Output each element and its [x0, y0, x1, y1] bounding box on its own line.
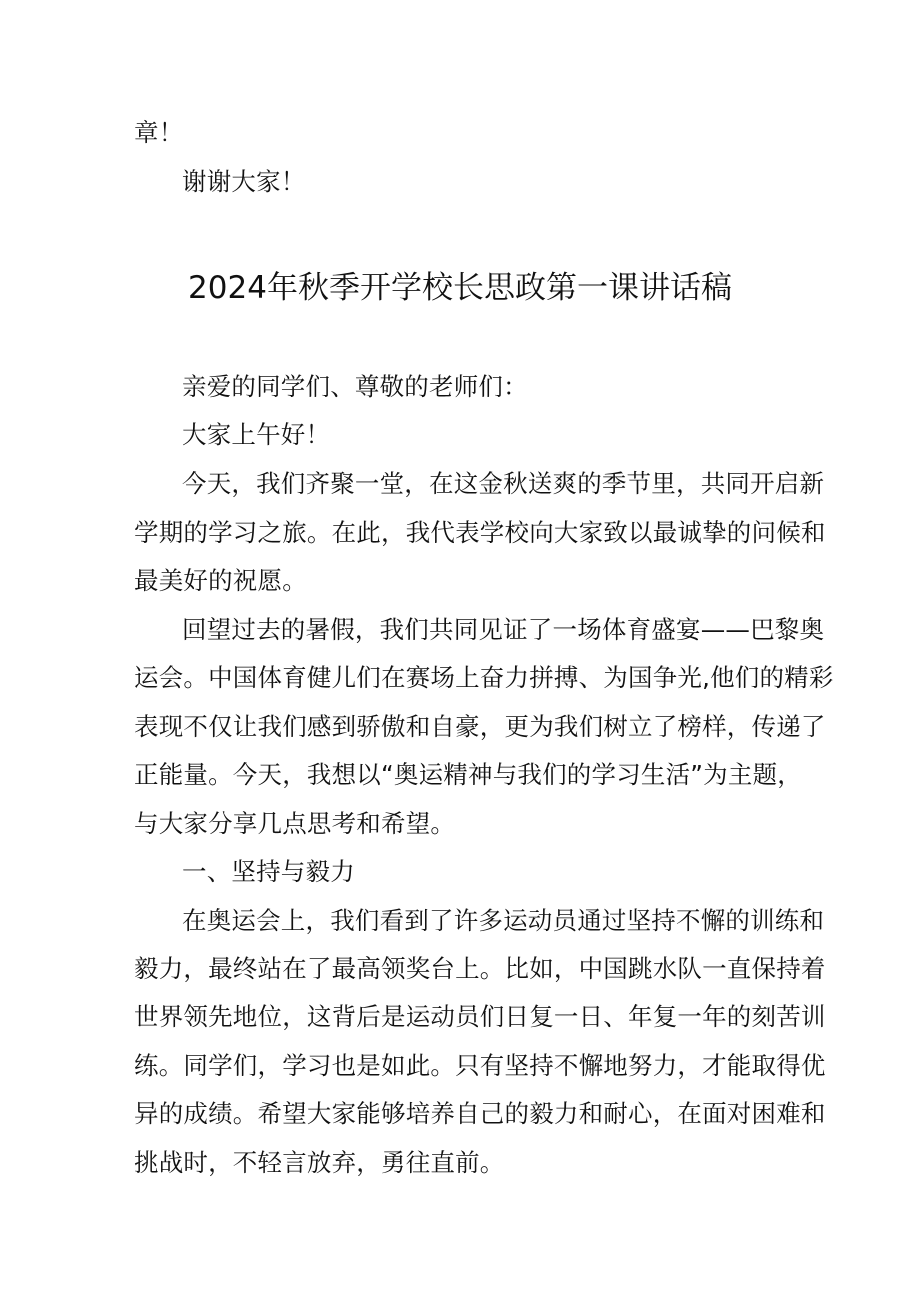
paragraph-line: 最美好的祝愿。	[134, 566, 307, 595]
page-title: 2024年秋季开学校长思政第一课讲话稿	[188, 270, 732, 306]
paragraph-line: 学期的学习之旅。在此，我代表学校向大家致以最诚挚的问候和	[134, 518, 826, 547]
paragraph-line: 挑战时，不轻言放弃，勇往直前。	[134, 1148, 505, 1177]
paragraph-line: 今天，我们齐聚一堂，在这金秋送爽的季节里，共同开启新	[182, 469, 825, 498]
greeting-line: 亲爱的同学们、尊敬的老师们：	[182, 372, 528, 401]
paragraph-line: 正能量。今天，我想以“奥运精神与我们的学习生活”为主题，	[134, 760, 802, 789]
paragraph-line: 异的成绩。希望大家能够培养自己的毅力和耐心，在面对困难和	[134, 1099, 826, 1128]
paragraph-line: 运会。中国体育健儿们在赛场上奋力拼搏、为国争光,他们的精彩	[134, 663, 834, 692]
paragraph-line: 在奥运会上，我们看到了许多运动员通过坚持不懈的训练和	[182, 906, 825, 935]
paragraph-line: 世界领先地位，这背后是运动员们日复一日、年复一年的刻苦训	[134, 1002, 826, 1031]
section-heading: 一、坚持与毅力	[182, 857, 355, 886]
paragraph-line: 练。同学们，学习也是如此。只有坚持不懈地努力，才能取得优	[134, 1051, 826, 1080]
text-line-thanks: 谢谢大家！	[182, 167, 306, 196]
paragraph-line: 与大家分享几点思考和希望。	[134, 809, 456, 838]
text-line-continuation: 章！	[134, 118, 184, 147]
paragraph-line: 回望过去的暑假，我们共同见证了一场体育盛宴——巴黎奥	[182, 615, 825, 644]
paragraph-line: 毅力，最终站在了最高领奖台上。比如，中国跳水队一直保持着	[134, 954, 826, 983]
greeting-line: 大家上午好！	[182, 420, 331, 449]
paragraph-line: 表现不仅让我们感到骄傲和自豪，更为我们树立了榜样，传递了	[134, 712, 826, 741]
